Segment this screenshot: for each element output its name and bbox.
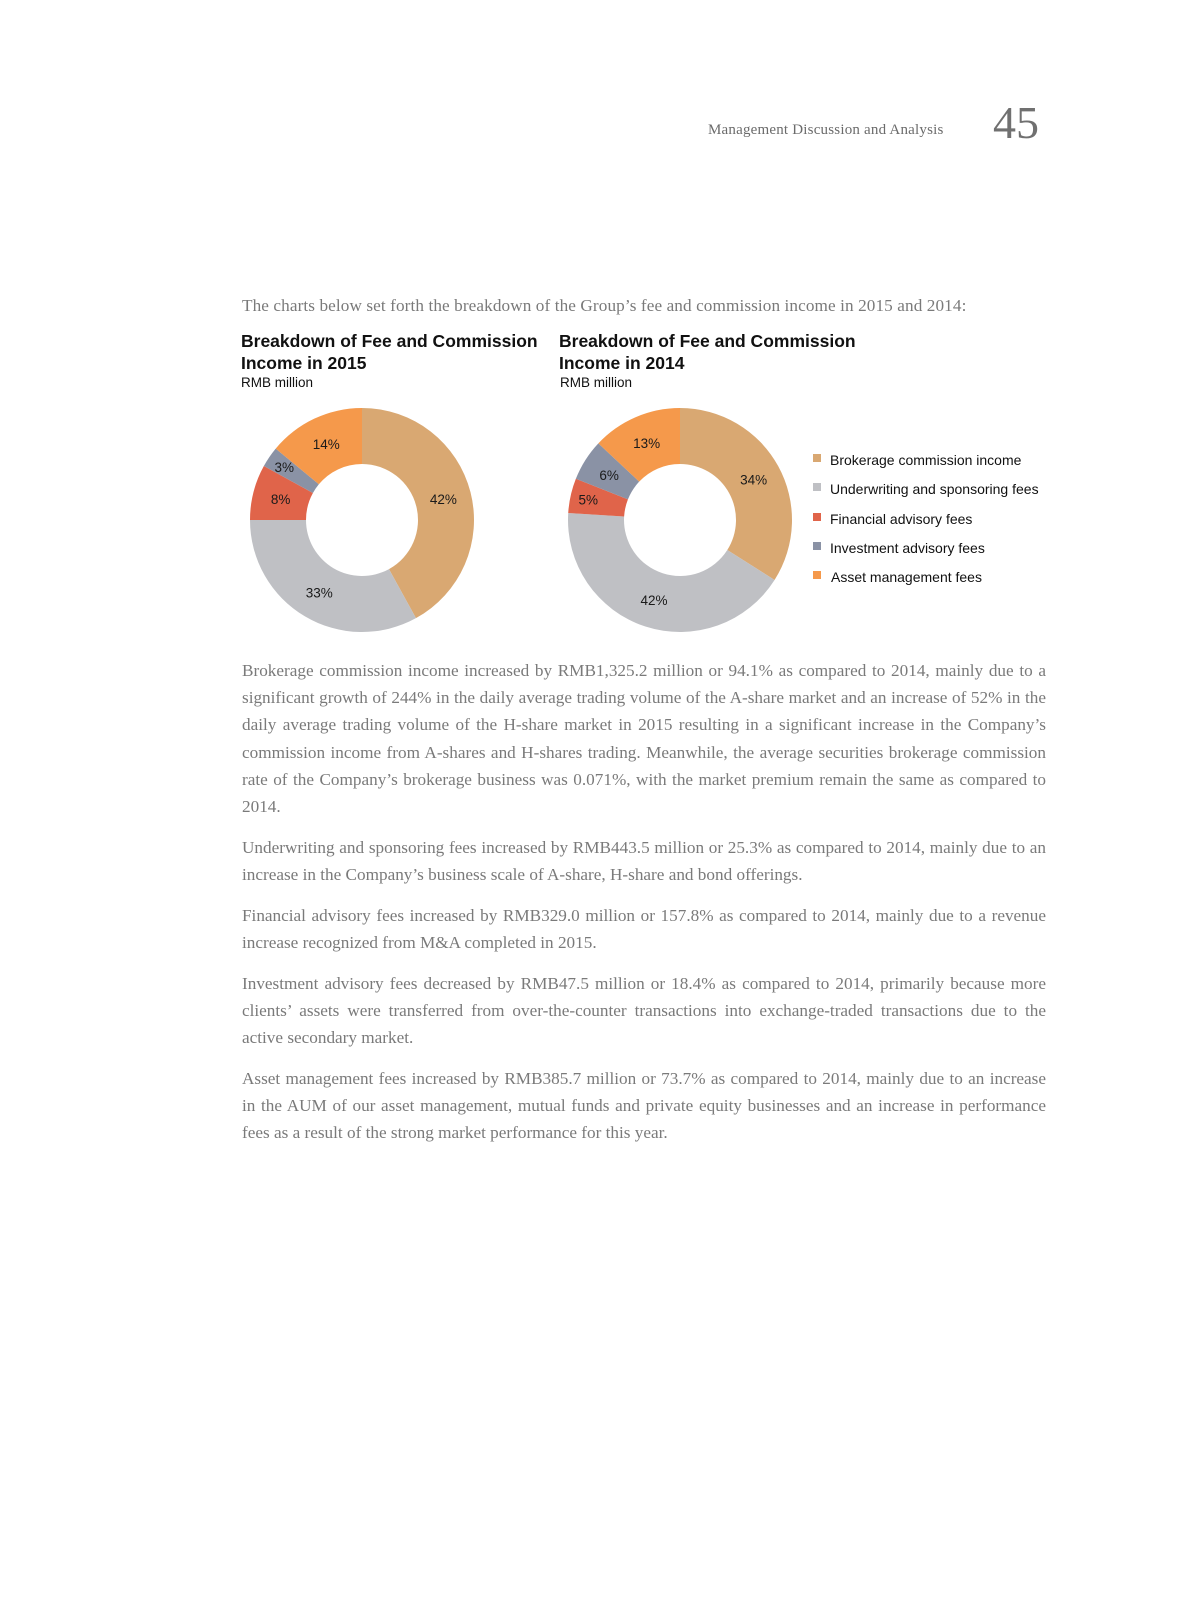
slice-value-label: 34%: [740, 472, 768, 488]
chart-2015-title-line1: Breakdown of Fee and Commission: [241, 331, 538, 351]
paragraph-investment-advisory: Investment advisory fees decreased by RMB47.5 million or 18.4% as compared to 2014, primarily because more clients’ assets were transferred from over-the-counter transactions into exchange-traded transactions due to the active secondary market.: [242, 973, 1046, 1048]
donut-slice: [250, 520, 416, 632]
chart-2014-title: [559, 330, 856, 374]
legend-label: Asset management fees: [831, 569, 982, 586]
legend-item-underwriting: [813, 481, 1039, 510]
legend-item-asset-management: [813, 569, 1039, 598]
legend-label: Underwriting and sponsoring fees: [830, 481, 1039, 498]
legend-swatch-asset-management: [813, 571, 821, 579]
legend-label: Financial advisory fees: [830, 510, 973, 527]
slice-value-label: 6%: [599, 467, 619, 483]
legend-swatch-financial-advisory: [813, 513, 821, 521]
chart-2014-title-line2: Income in 2014: [559, 353, 685, 373]
legend-item-brokerage: [813, 452, 1039, 481]
slice-value-label: 8%: [270, 492, 291, 508]
slice-value-label: 14%: [312, 436, 340, 452]
donut-chart-2014: [558, 398, 802, 642]
slice-value-label: 42%: [640, 592, 668, 608]
donut-chart-2015: [240, 398, 484, 642]
slice-value-label: 13%: [633, 435, 661, 451]
legend-swatch-underwriting: [813, 483, 821, 491]
donut-slice: [680, 408, 792, 580]
paragraph-underwriting: Underwriting and sponsoring fees increased by RMB443.5 million or 25.3% as compared to 2014, mainly due to an increase in the Company’s business scale of A-share, H-share and bond offerings.: [242, 837, 1046, 885]
chart-legend: [813, 452, 1039, 598]
chart-2014-unit: RMB million: [560, 375, 633, 390]
slice-value-label: 42%: [429, 492, 457, 508]
legend-item-investment-advisory: [813, 540, 1039, 569]
legend-label: Brokerage commission income: [830, 452, 1022, 468]
chart-2015-unit: RMB million: [241, 375, 314, 390]
legend-item-financial-advisory: [813, 511, 1039, 540]
paragraph-asset-management: Asset management fees increased by RMB385.7 million or 73.7% as compared to 2014, mainly due to an increase in the AUM of our asset management, mutual funds and private equity businesses and an increase in performance fees as a result of the strong market performance for this year.: [242, 1069, 1046, 1143]
paragraph-financial-advisory: Financial advisory fees increased by RMB329.0 million or 157.8% as compared to 2014, mainly due to a revenue increase recognized from M&A completed in 2015.: [242, 905, 1046, 953]
body-text: [242, 657, 1046, 1160]
intro-text: The charts below set forth the breakdown of the Group’s fee and commission income in 2015 and 2014:: [242, 296, 967, 315]
chart-2015-title: [241, 330, 538, 374]
legend-label: Investment advisory fees: [830, 539, 985, 556]
chart-2015-title-line2: Income in 2015: [241, 353, 367, 373]
legend-swatch-brokerage: [813, 454, 821, 462]
slice-value-label: 5%: [578, 492, 599, 508]
chart-2014-title-line1: Breakdown of Fee and Commission: [559, 331, 856, 351]
section-title: Management Discussion and Analysis: [708, 122, 944, 138]
slice-value-label: 33%: [305, 585, 333, 601]
page-header: [708, 97, 1048, 150]
legend-swatch-investment-advisory: [813, 542, 821, 550]
slice-value-label: 3%: [274, 460, 295, 476]
paragraph-brokerage: Brokerage commission income increased by RMB1,325.2 million or 94.1% as compared to 2014, mainly due to a significant growth of 244% in the daily average trading volume of the A-share market and an increase of 52% in the daily average trading volume of the H-share market in 2015 resulting in a significant increase in the Company’s commission income from A-shares and H-shares trading. Meanwhile, the average securities brokerage commission rate of the Company’s brokerage business was 0.071%, with the market premium remain the same as compared to 2014.: [242, 661, 1046, 817]
page-number: 45: [993, 97, 1039, 148]
